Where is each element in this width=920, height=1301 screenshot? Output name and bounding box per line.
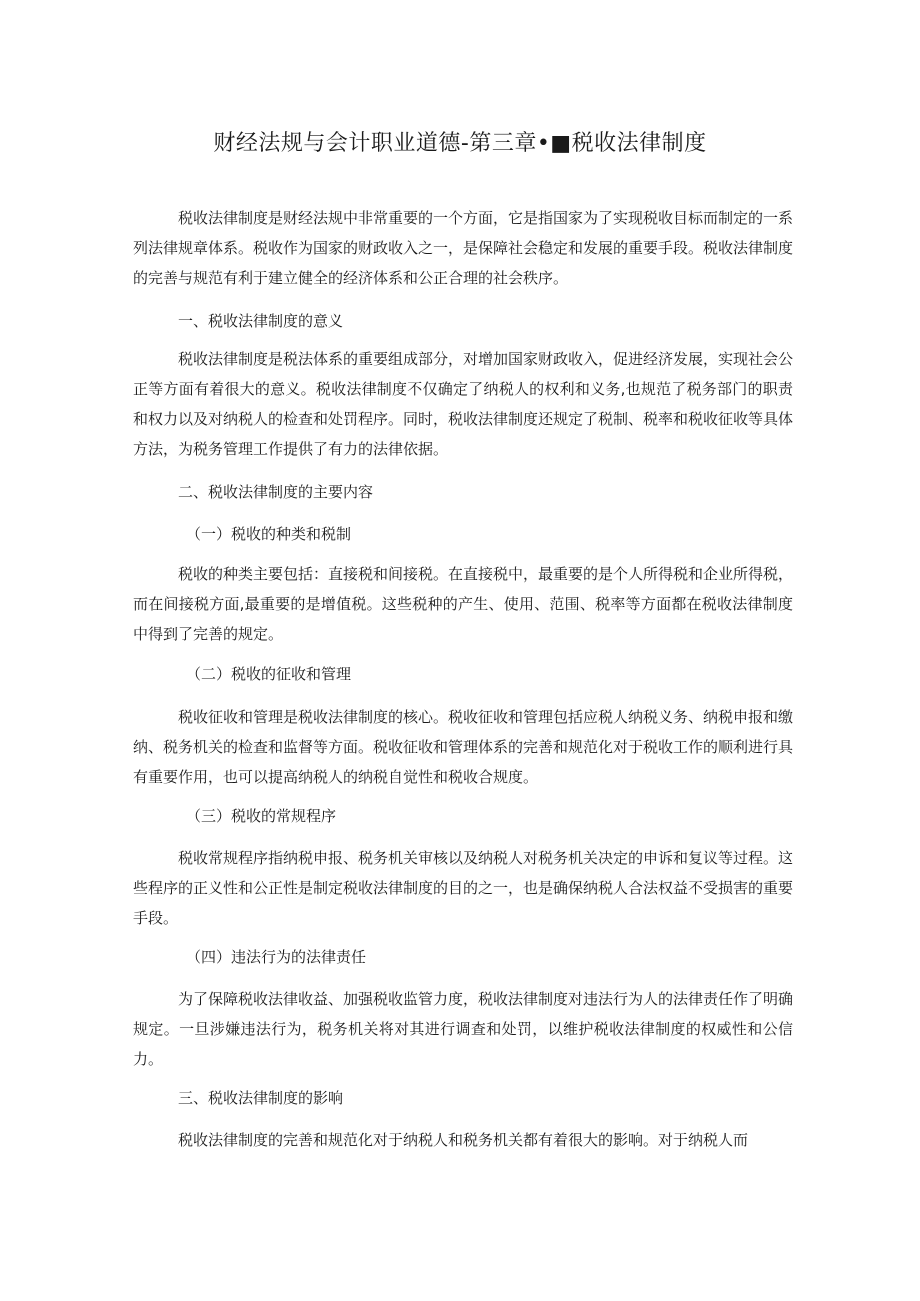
document-title: 财经法规与会计职业道德-第三章•■税收法律制度 [213,131,707,156]
section-heading-main-content: 二、税收法律制度的主要内容 [178,483,374,501]
subheading-routine-procedure: （三）税收的常规程序 [186,807,337,825]
section-heading-impact: 三、税收法律制度的影响 [178,1089,344,1107]
subheading-tax-types: （一）税收的种类和税制 [186,525,352,543]
subheading-legal-liability: （四）违法行为的法律责任 [186,948,367,966]
paragraph-tax-types: 税收的种类主要包括：直接税和间接税。在直接税中，最重要的是个人所得税和企业所得税，而在间接税方面,最重要的是增值税。这些税种的产生、使用、范围、税率等方面都在税收法律制度中得到了完善的规定。 [133,565,794,643]
section-heading-significance: 一、税收法律制度的意义 [178,312,344,330]
paragraph-significance: 税收法律制度是税法体系的重要组成部分，对增加国家财政收入，促进经济发展，实现社会公正等方面有着很大的意义。税收法律制度不仅确定了纳税人的权利和义务,也规范了税务部门的职责和权力以及对纳税人的检查和处罚程序。同时，税收法律制度还规定了税制、税率和税收征收等具体方法，为税务管理工作提供了有力的法律依据。 [133,350,794,458]
paragraph-impact: 税收法律制度的完善和规范化对于纳税人和税务机关都有着很大的影响。对于纳税人而 [178,1131,749,1149]
paragraph-intro: 税收法律制度是财经法规中非常重要的一个方面，它是指国家为了实现税收目标而制定的一系列法律规章体系。税收作为国家的财政收入之一，是保障社会稳定和发展的重要手段。税收法律制度的完善与规范有利于建立健全的经济体系和公正合理的社会秩序。 [133,209,794,287]
subheading-collection-management: （二）税收的征收和管理 [186,665,352,683]
paragraph-legal-liability: 为了保障税收法律收益、加强税收监管力度，税收法律制度对违法行为人的法律责任作了明确规定。一旦涉嫌违法行为，税务机关将对其进行调查和处罚，以维护税收法律制度的权威性和公信力。 [133,990,794,1068]
paragraph-routine-procedure: 税收常规程序指纳税申报、税务机关审核以及纳税人对税务机关决定的申诉和复议等过程。这些程序的正义性和公正性是制定税收法律制度的目的之一，也是确保纳税人合法权益不受损害的重要手段。 [133,849,794,927]
paragraph-collection-management: 税收征收和管理是税收法律制度的核心。税收征收和管理包括应税人纳税义务、纳税申报和缴纳、税务机关的检查和监督等方面。税收征收和管理体系的完善和规范化对于税收工作的顺利进行具有重要作用，也可以提高纳税人的纳税自觉性和税收合规度。 [133,708,794,786]
